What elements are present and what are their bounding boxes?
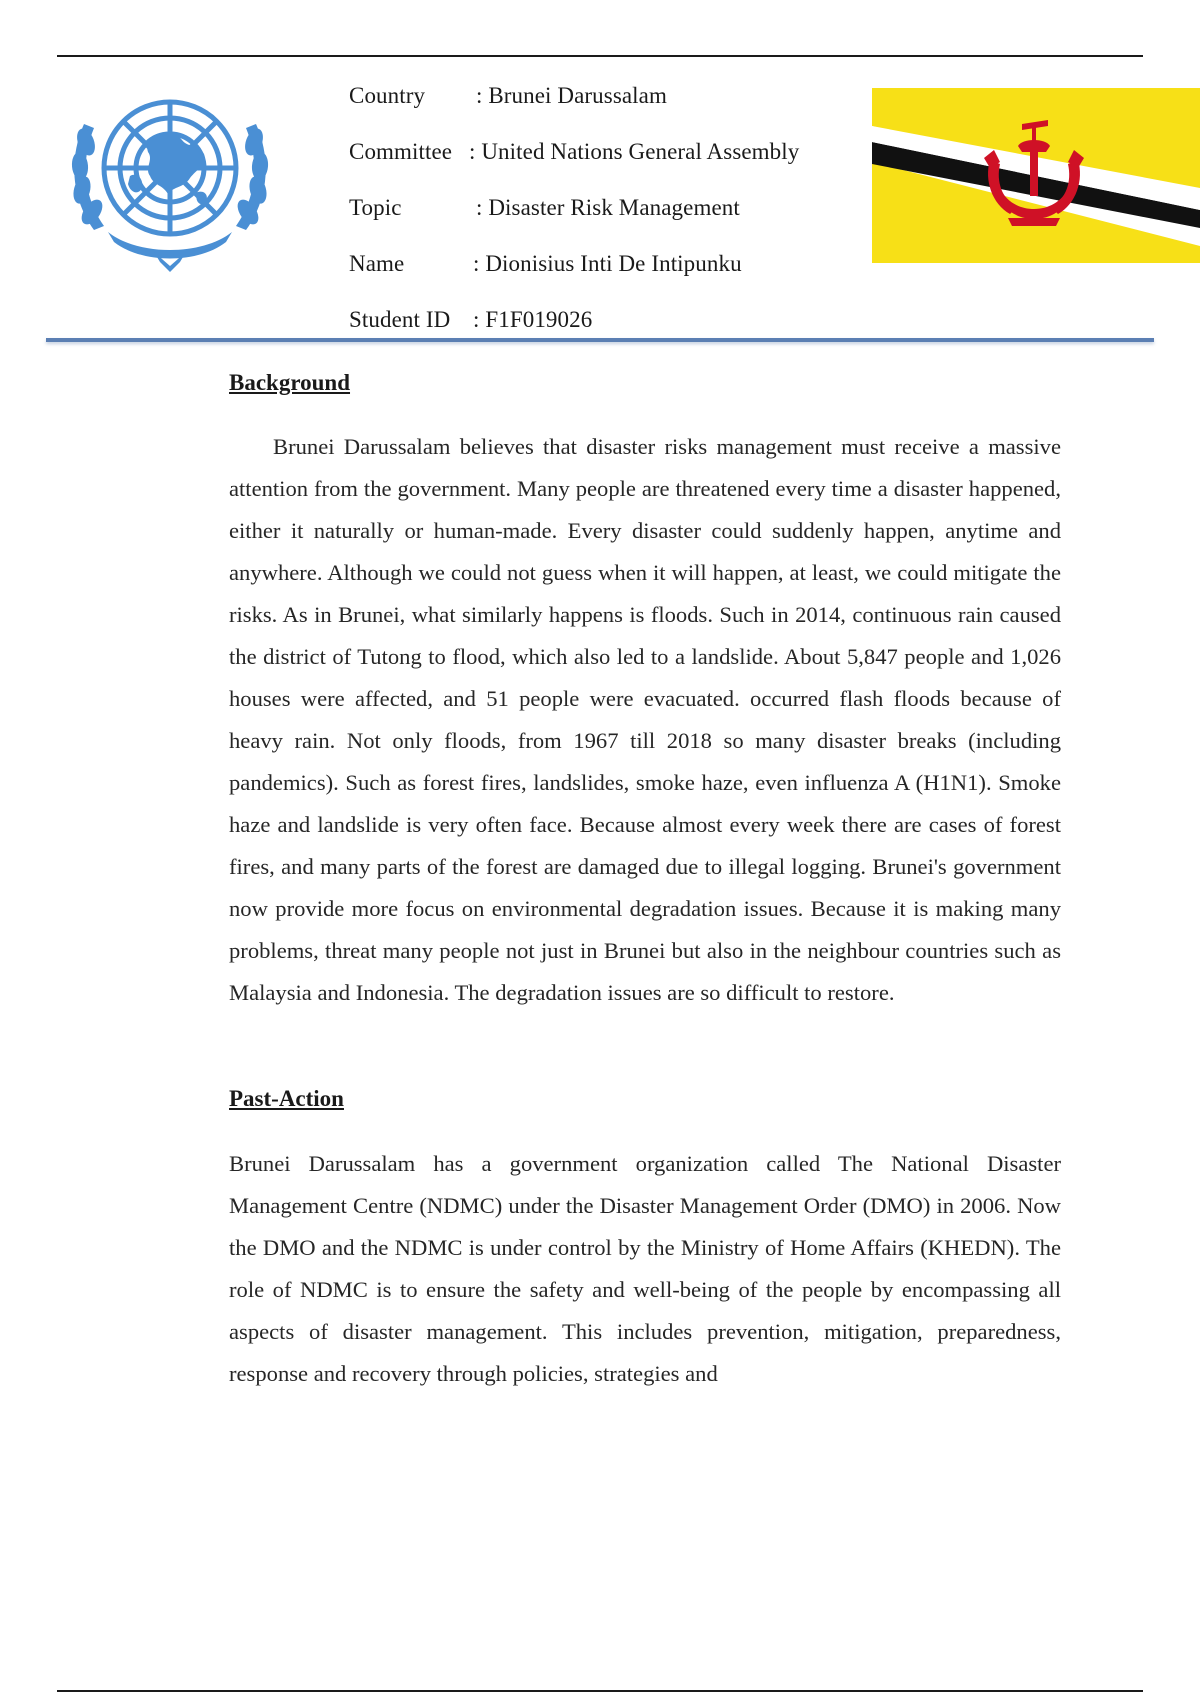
past-action-heading: Past-Action bbox=[229, 1086, 344, 1111]
background-paragraph: Brunei Darussalam believes that disaster risks management must receive a massive attention from the government. Many people are threatened every time a disaster happened, either it naturally or human-made. Every disaster could suddenly happen, anytime and anywhere. Although we could not guess when it will happen, at least, we could mitigate the risks. As in Brunei, what similarly happens is floods. Such in 2014, continuous rain caused the district of Tutong to flood, which also led to a landslide. About 5,847 people and 1,026 houses were affected, and 51 people were evacuated. occurred flash floods because of heavy rain. Not only floods, from 1967 till 2018 so many disaster breaks (including pandemics). Such as forest fires, landslides, smoke haze, even influenza A (H1N1). Smoke haze and landslide is very often face. Because almost every week there are cases of forest fires, and many parts of the forest are damaged due to illegal logging. Brunei's government now provide more focus on environmental degradation issues. Because it is making many problems, threat many people not just in Brunei but also in the neighbour countries such as Malaysia and Indonesia. The degradation issues are so difficult to restore. bbox=[229, 434, 1061, 1005]
info-row-country bbox=[349, 68, 829, 124]
background-section bbox=[229, 370, 1061, 396]
committee-value: : United Nations General Assembly bbox=[469, 139, 800, 164]
student-id-label: Student ID bbox=[349, 307, 451, 332]
country-label: Country bbox=[349, 83, 426, 108]
background-heading: Background bbox=[229, 370, 351, 395]
student-id-value: : F1F019026 bbox=[473, 307, 593, 332]
top-rule bbox=[57, 55, 1143, 57]
info-row-name bbox=[349, 236, 829, 292]
committee-label: Committee bbox=[349, 139, 453, 164]
header-divider bbox=[46, 338, 1154, 342]
brunei-flag-icon bbox=[872, 88, 1200, 263]
name-label: Name bbox=[349, 251, 405, 276]
info-row-topic bbox=[349, 180, 829, 236]
info-row-committee bbox=[349, 124, 829, 180]
background-body bbox=[229, 426, 1061, 1014]
topic-label: Topic bbox=[349, 195, 402, 220]
name-value: : Dionisius Inti De Intipunku bbox=[473, 251, 742, 276]
un-emblem-icon bbox=[58, 80, 283, 275]
topic-value: : Disaster Risk Management bbox=[476, 195, 740, 220]
bottom-rule bbox=[57, 1690, 1143, 1692]
past-action-section bbox=[229, 1086, 1061, 1112]
past-action-body bbox=[229, 1143, 1061, 1395]
country-value: : Brunei Darussalam bbox=[476, 83, 667, 108]
header-info bbox=[349, 68, 829, 348]
past-action-paragraph: Brunei Darussalam has a government organization called The National Disaster Management Centre (NDMC) under the Disaster Management Order (DMO) in 2006. Now the DMO and the NDMC is under control by the Ministry of Home Affairs (KHEDN). The role of NDMC is to ensure the safety and well-being of the people by encompassing all aspects of disaster management. This includes prevention, mitigation, preparedness, response and recovery through policies, strategies and bbox=[229, 1151, 1061, 1386]
